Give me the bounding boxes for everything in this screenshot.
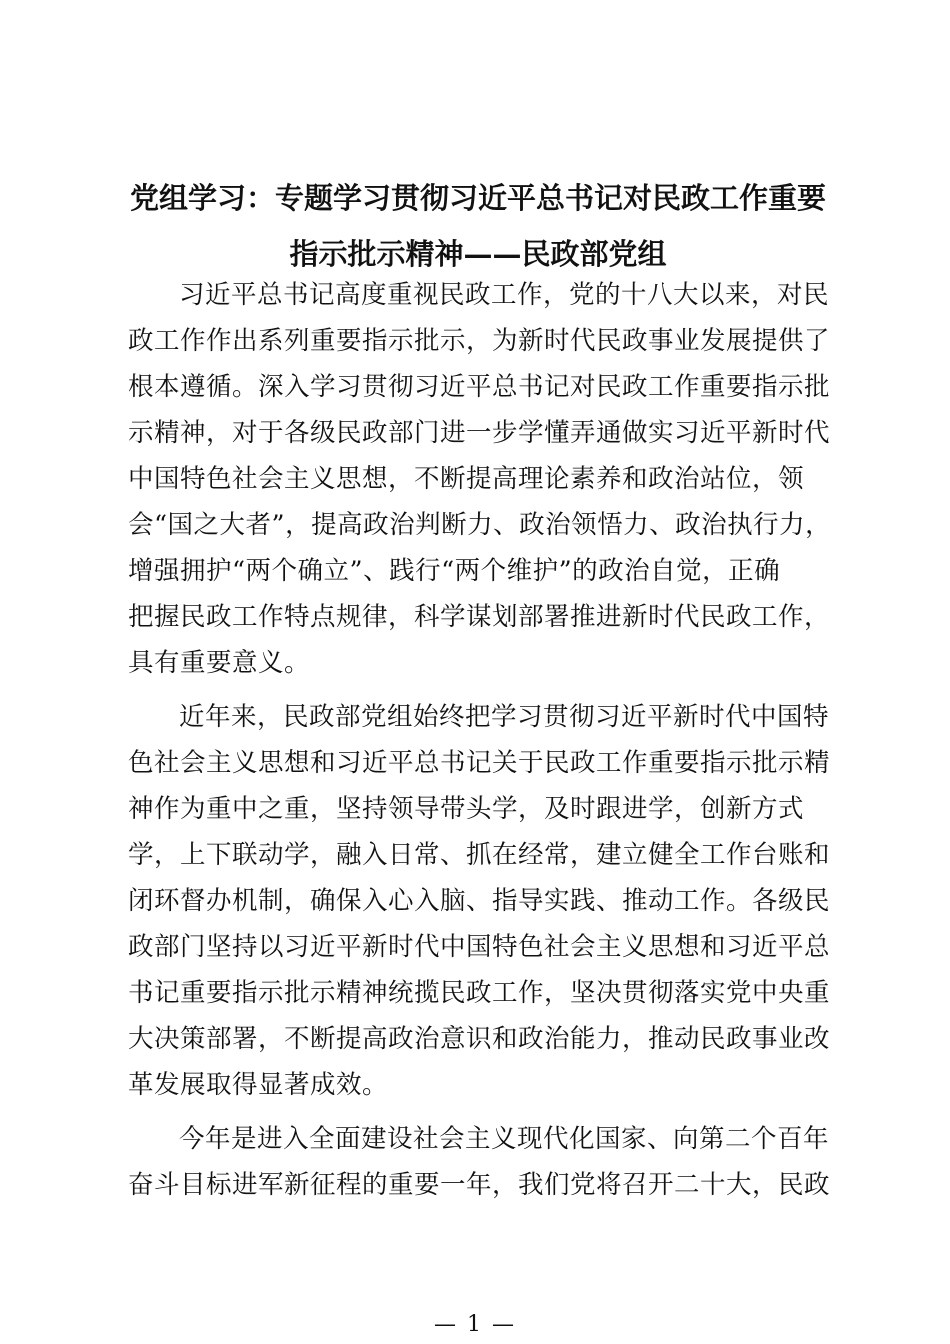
title-line: 指示批示精神——民政部党组 (289, 237, 667, 271)
document-body (128, 272, 832, 1216)
text-line: 具有重要意义。 (128, 648, 311, 678)
text-line: 近年来，民政部党组始终把学习贯彻习近平新时代中国特 (179, 702, 830, 732)
text-line: 色社会主义思想和习近平总书记关于民政工作重要指示批示精 (128, 748, 831, 778)
text-line: 奋斗目标进军新征程的重要一年，我们党将召开二十大，民政 (128, 1170, 831, 1200)
paragraph (128, 1116, 831, 1208)
paragraph (128, 272, 832, 686)
text-line: 今年是进入全面建设社会主义现代化国家、向第二个百年 (179, 1124, 830, 1154)
text-line: 革发展取得显著成效。 (128, 1070, 389, 1100)
text-line: 增强拥护“两个确立”、践行“两个维护”的政治自觉，正确 (128, 556, 781, 586)
paragraph (128, 694, 831, 1108)
text-line: 中国特色社会主义思想，不断提高理论素养和政治站位，领 (128, 464, 805, 494)
text-line: 政工作作出系列重要指示批示，为新时代民政事业发展提供了 (128, 326, 831, 356)
text-line: 书记重要指示批示精神统揽民政工作，坚决贯彻落实党中央重 (128, 978, 831, 1008)
text-line: 学，上下联动学，融入日常、抓在经常，建立健全工作台账和 (128, 840, 831, 870)
text-line: 会“国之大者”，提高政治判断力、政治领悟力、政治执行力， (128, 510, 832, 540)
text-line: 习近平总书记高度重视民政工作，党的十八大以来，对民 (179, 280, 830, 310)
text-line: 神作为重中之重，坚持领导带头学，及时跟进学，创新方式 (128, 794, 805, 824)
page-number: — 1 — (434, 1312, 516, 1337)
title-line: 党组学习：专题学习贯彻习近平总书记对民政工作重要 (129, 181, 826, 215)
document-title (118, 170, 838, 282)
text-line: 政部门坚持以习近平新时代中国特色社会主义思想和习近平总 (128, 932, 831, 962)
text-line: 闭环督办机制，确保入心入脑、指导实践、推动工作。各级民 (128, 886, 831, 916)
text-line: 示精神，对于各级民政部门进一步学懂弄通做实习近平新时代 (128, 418, 831, 448)
text-line: 根本遵循。深入学习贯彻习近平总书记对民政工作重要指示批 (128, 372, 831, 402)
text-line: 大决策部署，不断提高政治意识和政治能力，推动民政事业改 (128, 1024, 831, 1054)
text-line: 把握民政工作特点规律，科学谋划部署推进新时代民政工作， (128, 602, 831, 632)
